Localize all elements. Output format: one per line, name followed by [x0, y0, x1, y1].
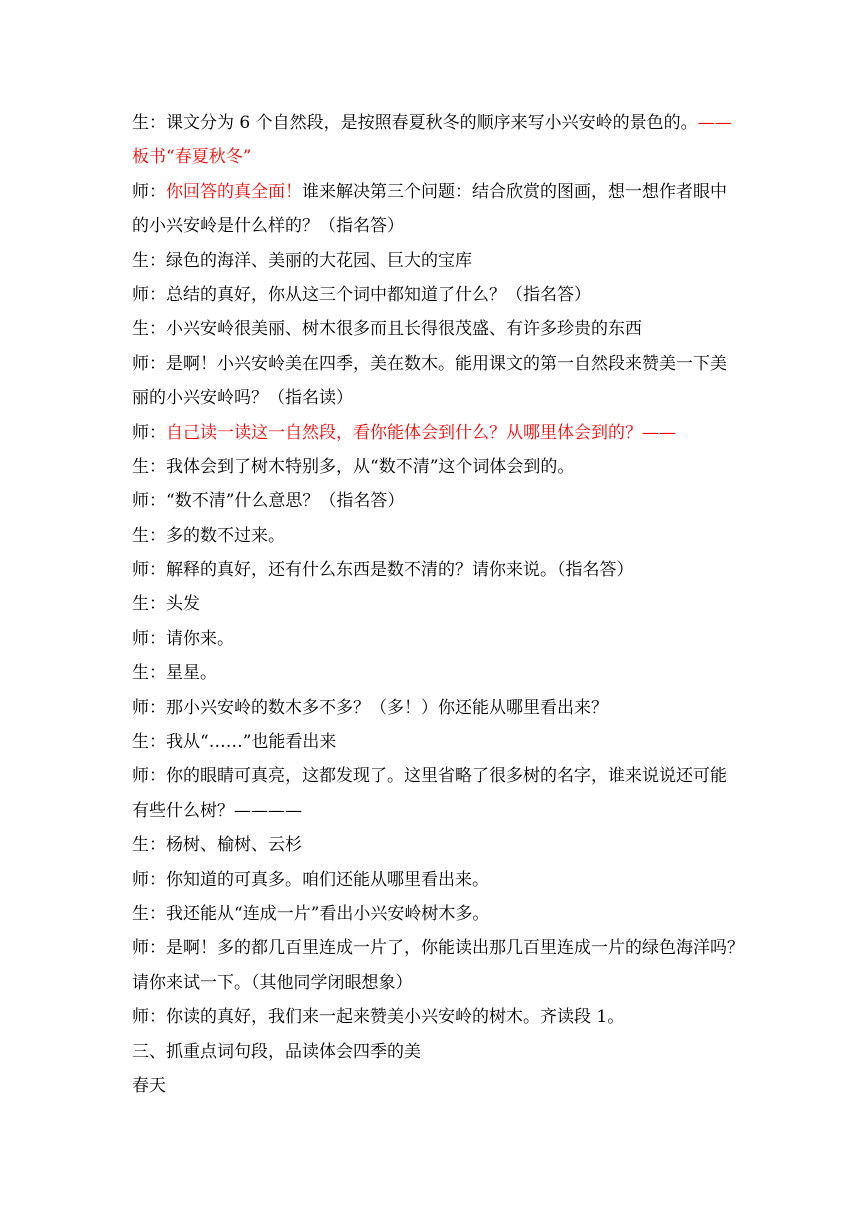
text-line: [132, 106, 732, 140]
text-segment: 有些什么树？————: [132, 800, 302, 821]
text-segment: 师：那小兴安岭的数木多不多？（多！）你还能从哪里看出来？: [132, 697, 608, 718]
text-line: [132, 381, 732, 415]
text-line: [132, 450, 732, 484]
text-line: [132, 140, 732, 174]
text-line: [132, 931, 744, 965]
text-segment: 生：杨树、榆树、云杉: [132, 835, 302, 856]
text-segment: 生：星星。: [132, 663, 217, 684]
text-line: [132, 416, 732, 450]
text-line: [132, 622, 732, 656]
text-line: [132, 966, 732, 1000]
text-segment: 请你来试一下。（其他同学闭眼想象）: [132, 972, 413, 993]
text-segment: 生：我从“……”也能看出来: [132, 732, 337, 753]
text-line: [132, 725, 732, 759]
text-line: [132, 553, 732, 587]
text-line: [132, 484, 732, 518]
text-segment: 师：你知道的可真多。咱们还能从哪里看出来。: [132, 869, 489, 890]
text-line: [132, 828, 732, 862]
text-line: [132, 1000, 732, 1034]
text-line: [132, 278, 732, 312]
text-segment: 生：我体会到了树木特别多，从“数不清”这个词体会到的。: [132, 456, 575, 477]
text-segment: 师：是啊！多的都几百里连成一片了，你能读出那几百里连成一片的绿色海洋吗？: [132, 938, 744, 959]
text-line: [132, 312, 732, 346]
document-body: [132, 106, 744, 1103]
highlighted-text: ——: [697, 113, 732, 133]
text-line: [132, 244, 732, 278]
text-segment: 师：: [132, 422, 166, 443]
text-line: [132, 897, 732, 931]
text-line: [132, 209, 732, 243]
text-line: [132, 587, 732, 621]
text-segment: 谁来解决第三个问题：结合欣赏的图画，想一想作者眼中: [302, 181, 727, 202]
text-line: [132, 175, 732, 209]
text-line: [132, 656, 732, 690]
text-segment: 的小兴安岭是什么样的？（指名答）: [132, 216, 404, 237]
text-segment: 师：: [132, 181, 166, 202]
text-line: [132, 1069, 732, 1103]
highlighted-text: 板书“春夏秋冬”: [132, 147, 252, 168]
text-segment: 师：你的眼睛可真亮，这都发现了。这里省略了很多树的名字，谁来说说还可能: [132, 766, 727, 787]
text-segment: 师：是啊！小兴安岭美在四季，美在数木。能用课文的第一自然段来赞美一下美: [132, 353, 727, 374]
highlighted-text: 自己读一读这一自然段，看你能体会到什么？从哪里体会到的？——: [166, 422, 676, 443]
text-line: [132, 863, 732, 897]
text-segment: 生：小兴安岭很美丽、树木很多而且长得很茂盛、有许多珍贵的东西: [132, 319, 642, 340]
text-line: [132, 519, 732, 553]
text-line: [132, 794, 732, 828]
text-segment: 生：我还能从“连成一片”看出小兴安岭树木多。: [132, 903, 490, 924]
text-segment: 春天: [132, 1075, 166, 1096]
text-segment: 师：总结的真好，你从这三个词中都知道了什么？（指名答）: [132, 284, 591, 305]
text-segment: 生：绿色的海洋、美丽的大花园、巨大的宝库: [132, 250, 472, 271]
highlighted-text: 你回答的真全面！: [166, 181, 302, 202]
text-segment: 师：解释的真好，还有什么东西是数不清的？请你来说。（指名答）: [132, 560, 634, 581]
text-segment: 师：你读的真好，我们来一起来赞美小兴安岭的树木。齐读段 1。: [132, 1007, 625, 1028]
text-segment: 生：多的数不过来。: [132, 525, 285, 546]
text-segment: 生：课文分为 6 个自然段，是按照春夏秋冬的顺序来写小兴安岭的景色的。: [132, 113, 698, 133]
text-segment: 三、抓重点词句段，品读体会四季的美: [132, 1041, 421, 1062]
text-segment: 生：头发: [132, 594, 200, 615]
text-line: [132, 347, 732, 381]
text-segment: 师：“数不清”什么意思？（指名答）: [132, 491, 405, 512]
text-line: [132, 759, 732, 793]
text-line: [132, 1035, 732, 1069]
text-segment: 丽的小兴安岭吗？（指名读）: [132, 388, 353, 409]
text-segment: 师：请你来。: [132, 628, 234, 649]
text-line: [132, 691, 732, 725]
